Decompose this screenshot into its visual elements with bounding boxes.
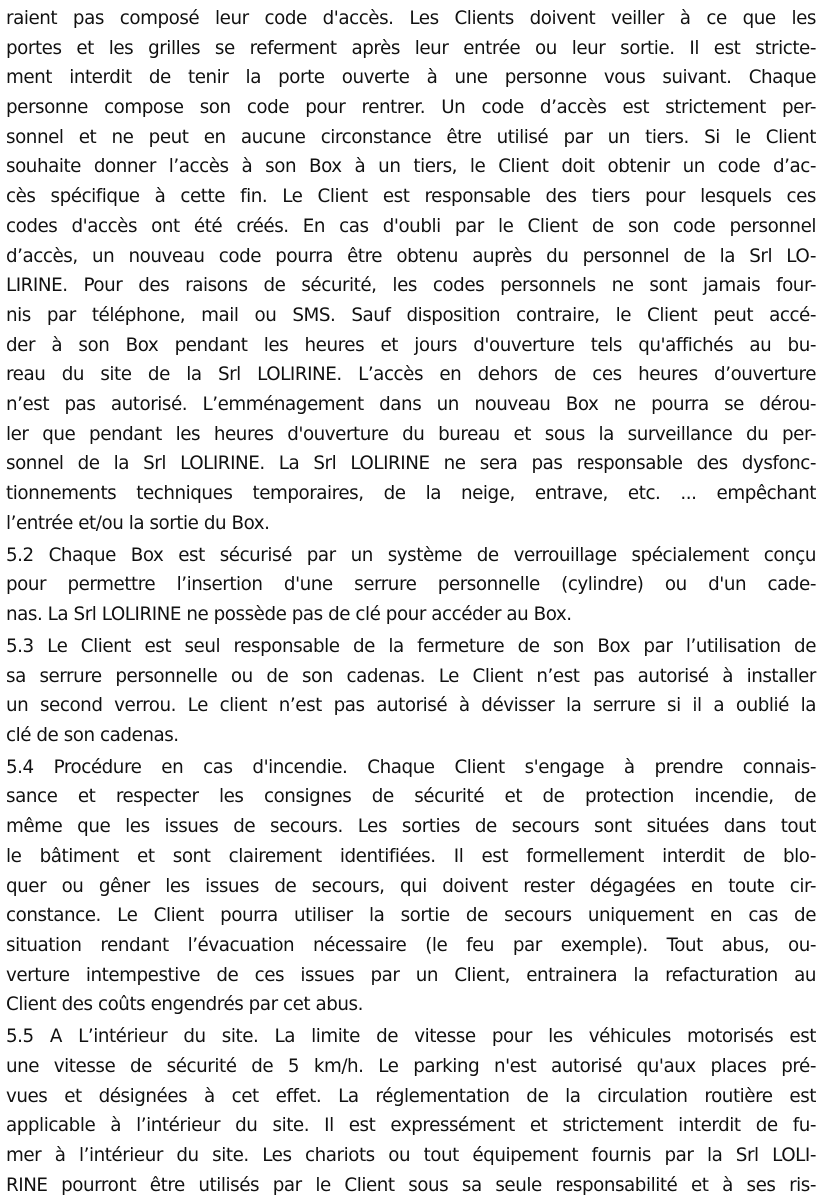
text-line: souhaite donner l’accès à son Box à un tiers, le Client doit obtenir un code d’ac-	[6, 156, 816, 178]
text-line: reau du site de la Srl LOLIRINE. L’accès en dehors de ces heures d’ouverture	[6, 364, 816, 386]
text-line: cès spécifique à cette fin. Le Client est responsable des tiers pour lesquels ces	[6, 186, 816, 208]
paragraph-3	[6, 632, 816, 751]
text-line: applicable à l’intérieur du site. Il est expressément et strictement interdit de fu-	[6, 1115, 816, 1137]
text-line: raient pas composé leur code d'accès. Les Clients doivent veiller à ce que les	[6, 8, 816, 29]
text-line: sonnel et ne peut en aucune circonstance être utilisé par un tiers. Si le Client	[6, 126, 816, 148]
text-line: codes d'accès ont été créés. En cas d'oubli par le Client de son code personnel	[6, 215, 816, 237]
text-line: mer à l’intérieur du site. Les chariots ou tout équipement fournis par la Srl LOLI-	[6, 1144, 816, 1166]
text-line: RINE pourront être utilisés par le Client sous sa seule responsabilité et à ses ris-	[6, 1174, 816, 1196]
paragraph-4	[6, 753, 816, 1020]
text-line: portes et les grilles se referment après leur entrée ou leur sortie. Il est stricte-	[6, 37, 816, 59]
text-line: constance. Le Client pourra utiliser la sortie de secours uniquement en cas de	[6, 905, 816, 927]
text-line: Client des coûts engendrés par cet abus.	[6, 994, 363, 1016]
text-line: vues et désignées à cet effet. La réglementation de la circulation routière est	[6, 1085, 816, 1107]
text-line: l’entrée et/ou la sortie du Box.	[6, 512, 270, 534]
text-line: verture intempestive de ces issues par un Client, entrainera la refacturation au	[6, 964, 816, 986]
text-line: sance et respecter les consignes de sécurité et de protection incendie, de	[6, 786, 816, 808]
text-line: nas. La Srl LOLIRINE ne possède pas de clé pour accéder au Box.	[6, 603, 572, 625]
text-line: n’est pas autorisé. L’emménagement dans un nouveau Box ne pourra se dérou-	[6, 393, 816, 415]
text-line: 5.5 A L’intérieur du site. La limite de vitesse pour les véhicules motorisés est	[6, 1026, 816, 1048]
text-line: tionnements techniques temporaires, de la neige, entrave, etc. ... empêchant	[6, 483, 816, 504]
document-page	[6, 4, 816, 1200]
text-line: ment interdit de tenir la porte ouverte à une personne vous suivant. Chaque	[6, 67, 816, 89]
paragraph-5	[6, 1022, 816, 1200]
text-line: le bâtiment et sont clairement identifiées. Il est formellement interdit de blo-	[6, 845, 816, 867]
text-line: d’accès, un nouveau code pourra être obtenu auprès du personnel de la Srl LO-	[6, 245, 816, 267]
text-line: ler que pendant les heures d'ouverture du bureau et sous la surveillance du per-	[6, 423, 816, 445]
text-line: personne compose son code pour rentrer. Un code d’accès est strictement per-	[6, 97, 816, 119]
text-line: sonnel de la Srl LOLIRINE. La Srl LOLIRINE ne sera pas responsable des dysfonc-	[6, 453, 816, 475]
text-line: une vitesse de sécurité de 5 km/h. Le parking n'est autorisé qu'aux places pré-	[6, 1055, 816, 1077]
text-line: nis par téléphone, mail ou SMS. Sauf disposition contraire, le Client peut accé-	[6, 304, 816, 326]
text-line: clé de son cadenas.	[6, 724, 179, 746]
text-line: 5.2 Chaque Box est sécurisé par un système de verrouillage spécialement conçu	[6, 544, 816, 566]
paragraph-2	[6, 541, 816, 630]
text-line: quer ou gêner les issues de secours, qui doivent rester dégagées en toute cir-	[6, 875, 816, 897]
text-line: un second verrou. Le client n’est pas autorisé à dévisser la serrure si il a oublié la	[6, 695, 816, 717]
text-line: 5.3 Le Client est seul responsable de la fermeture de son Box par l’utilisation de	[6, 635, 816, 657]
text-line: même que les issues de secours. Les sorties de secours sont situées dans tout	[6, 816, 816, 838]
text-line: sa serrure personnelle ou de son cadenas. Le Client n’est pas autorisé à installer	[6, 665, 816, 687]
text-line: pour permettre l’insertion d'une serrure personnelle (cylindre) ou d'un cade-	[6, 574, 816, 596]
text-line: 5.4 Procédure en cas d'incendie. Chaque Client s'engage à prendre connais-	[6, 756, 816, 778]
text-line: der à son Box pendant les heures et jours d'ouverture tels qu'affichés au bu-	[6, 334, 816, 356]
text-line: LIRINE. Pour des raisons de sécurité, les codes personnels ne sont jamais four-	[6, 275, 816, 297]
text-line: situation rendant l’évacuation nécessaire (le feu par exemple). Tout abus, ou-	[6, 934, 816, 956]
paragraph-1	[6, 4, 816, 538]
